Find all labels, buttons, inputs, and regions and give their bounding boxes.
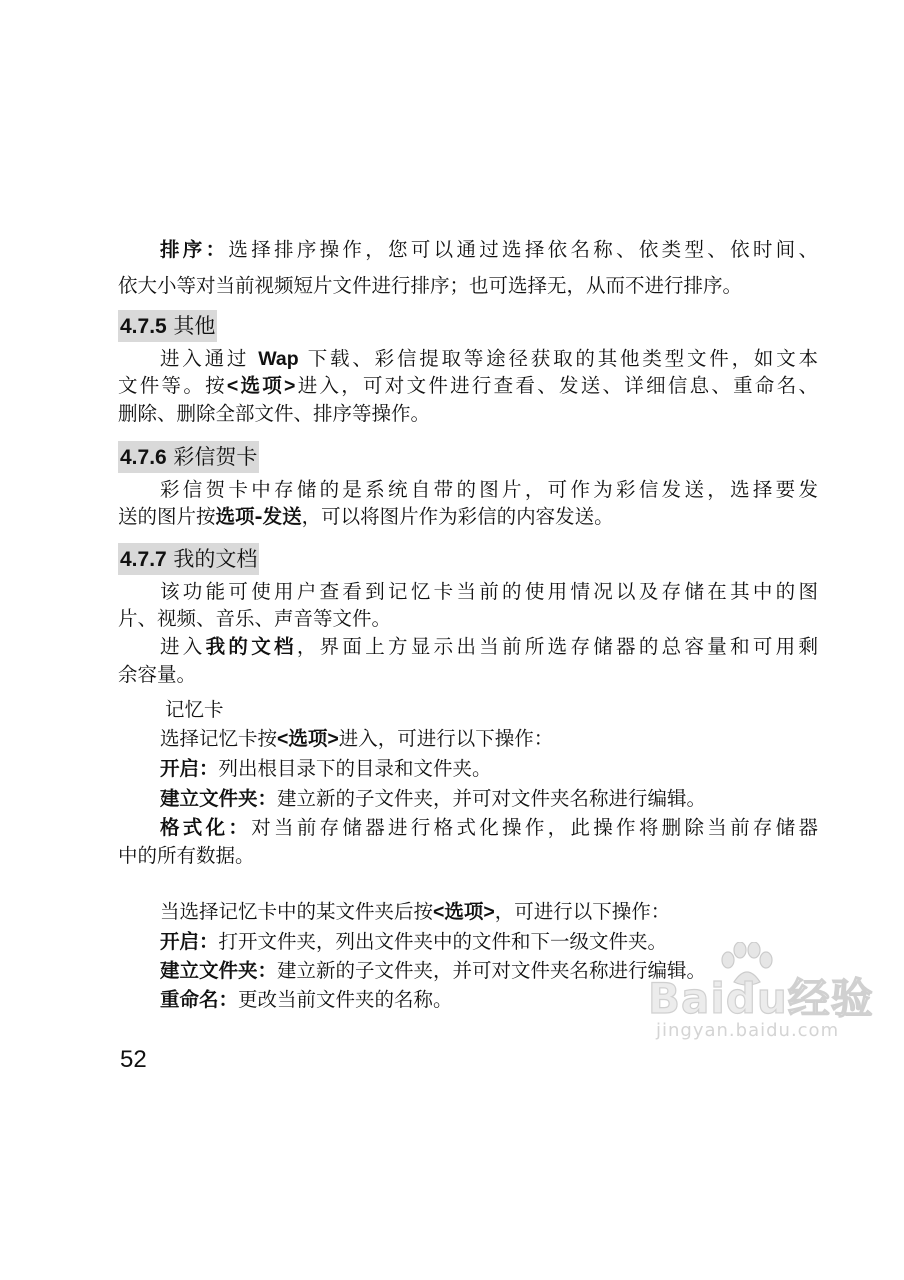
other-line-3: 删除、删除全部文件、排序等操作。 bbox=[118, 402, 431, 425]
memory-card-format bbox=[160, 814, 818, 842]
text-span: 建立新的子文件夹，并可对文件夹名称进行编辑。 bbox=[277, 959, 707, 982]
docs-para1-line-1: 该功能可使用户查看到记忆卡当前的使用情况以及存储在其中的图 bbox=[160, 580, 818, 603]
section-title: 我的文档 bbox=[173, 547, 258, 571]
new-folder-term: 建立文件夹： bbox=[160, 959, 278, 982]
text-span: 建立新的子文件夹，并可对文件夹名称进行编辑。 bbox=[277, 787, 707, 810]
baidu-jingyan-watermark bbox=[638, 938, 878, 1058]
section-number: 4.7.6 bbox=[120, 446, 167, 469]
rename-term: 重命名： bbox=[160, 988, 239, 1011]
section-title: 其他 bbox=[173, 314, 216, 338]
mms-card-line-2 bbox=[118, 503, 818, 531]
other-line-2 bbox=[118, 372, 818, 400]
text-span: 进入，可对文件进行查看、发送、详细信息、重命名、 bbox=[295, 374, 818, 397]
section-number: 4.7.5 bbox=[120, 315, 167, 338]
docs-para2-line-1 bbox=[160, 633, 818, 661]
text-span: 进入通过 bbox=[160, 347, 259, 370]
section-number: 4.7.7 bbox=[120, 548, 167, 571]
text-span: 当选择记忆卡中的某文件夹后按 bbox=[160, 900, 434, 923]
memory-card-open bbox=[160, 755, 818, 783]
memory-card-format-line-2: 中的所有数据。 bbox=[118, 844, 255, 867]
text-span: 送的图片按 bbox=[118, 505, 216, 528]
mms-card-line-1: 彩信贺卡中存储的是系统自带的图片，可作为彩信发送，选择要发 bbox=[160, 478, 818, 501]
text-span: 打开文件夹，列出文件夹中的文件和下一级文件夹。 bbox=[218, 930, 668, 953]
memory-card-label: 记忆卡 bbox=[165, 698, 224, 721]
text-span: 列出根目录下的目录和文件夹。 bbox=[218, 757, 492, 780]
folder-intro bbox=[160, 898, 818, 926]
section-title: 彩信贺卡 bbox=[173, 445, 258, 469]
my-documents-term: 我的文档 bbox=[205, 635, 297, 658]
option-send-term: 选项-发送 bbox=[215, 505, 302, 528]
new-folder-term: 建立文件夹： bbox=[160, 787, 278, 810]
text-span: 文件等。按 bbox=[118, 374, 227, 397]
text-span: 更改当前文件夹的名称。 bbox=[238, 988, 453, 1011]
memory-card-intro bbox=[160, 725, 818, 753]
sort-desc: 选择排序操作，您可以通过选择依名称、依类型、依时间、 bbox=[228, 238, 818, 261]
page-number: 52 bbox=[120, 1046, 147, 1073]
section-heading-4-7-6 bbox=[118, 441, 259, 473]
text-span: 选择记忆卡按 bbox=[160, 727, 278, 750]
watermark-logo: Baidu经验 bbox=[648, 974, 874, 1023]
text-span: 下载、彩信提取等途径获取的其他类型文件，如文本 bbox=[298, 347, 818, 370]
open-term: 开启： bbox=[160, 930, 219, 953]
text-span: 进入 bbox=[160, 635, 206, 658]
option-key: <选项> bbox=[277, 728, 339, 750]
docs-para2-line-2: 余容量。 bbox=[118, 663, 197, 686]
sort-line-1 bbox=[160, 236, 818, 264]
text-span: 进入，可进行以下操作： bbox=[338, 727, 554, 750]
text-span: 对当前存储器进行格式化操作，此操作将删除当前存储器 bbox=[251, 816, 818, 839]
text-span: ，界面上方显示出当前所选存储器的总容量和可用剩 bbox=[296, 635, 818, 658]
open-term: 开启： bbox=[160, 757, 219, 780]
text-span: ，可进行以下操作： bbox=[494, 900, 671, 923]
watermark-url: jingyan.baidu.com bbox=[656, 1020, 840, 1041]
option-key: <选项> bbox=[226, 375, 296, 397]
section-heading-4-7-5 bbox=[118, 310, 217, 342]
sort-term: 排序： bbox=[160, 238, 229, 261]
memory-card-new-folder bbox=[160, 785, 818, 813]
wap-term: Wap bbox=[258, 348, 299, 370]
docs-para1-line-2: 片、视频、音乐、声音等文件。 bbox=[118, 607, 392, 630]
sort-line-2: 依大小等对当前视频短片文件进行排序；也可选择无，从而不进行排序。 bbox=[118, 274, 743, 297]
text-span: ，可以将图片作为彩信的内容发送。 bbox=[301, 505, 614, 528]
format-term: 格式化： bbox=[160, 816, 252, 839]
section-heading-4-7-7 bbox=[118, 543, 259, 575]
other-line-1 bbox=[160, 345, 818, 373]
option-key: <选项> bbox=[433, 901, 495, 923]
